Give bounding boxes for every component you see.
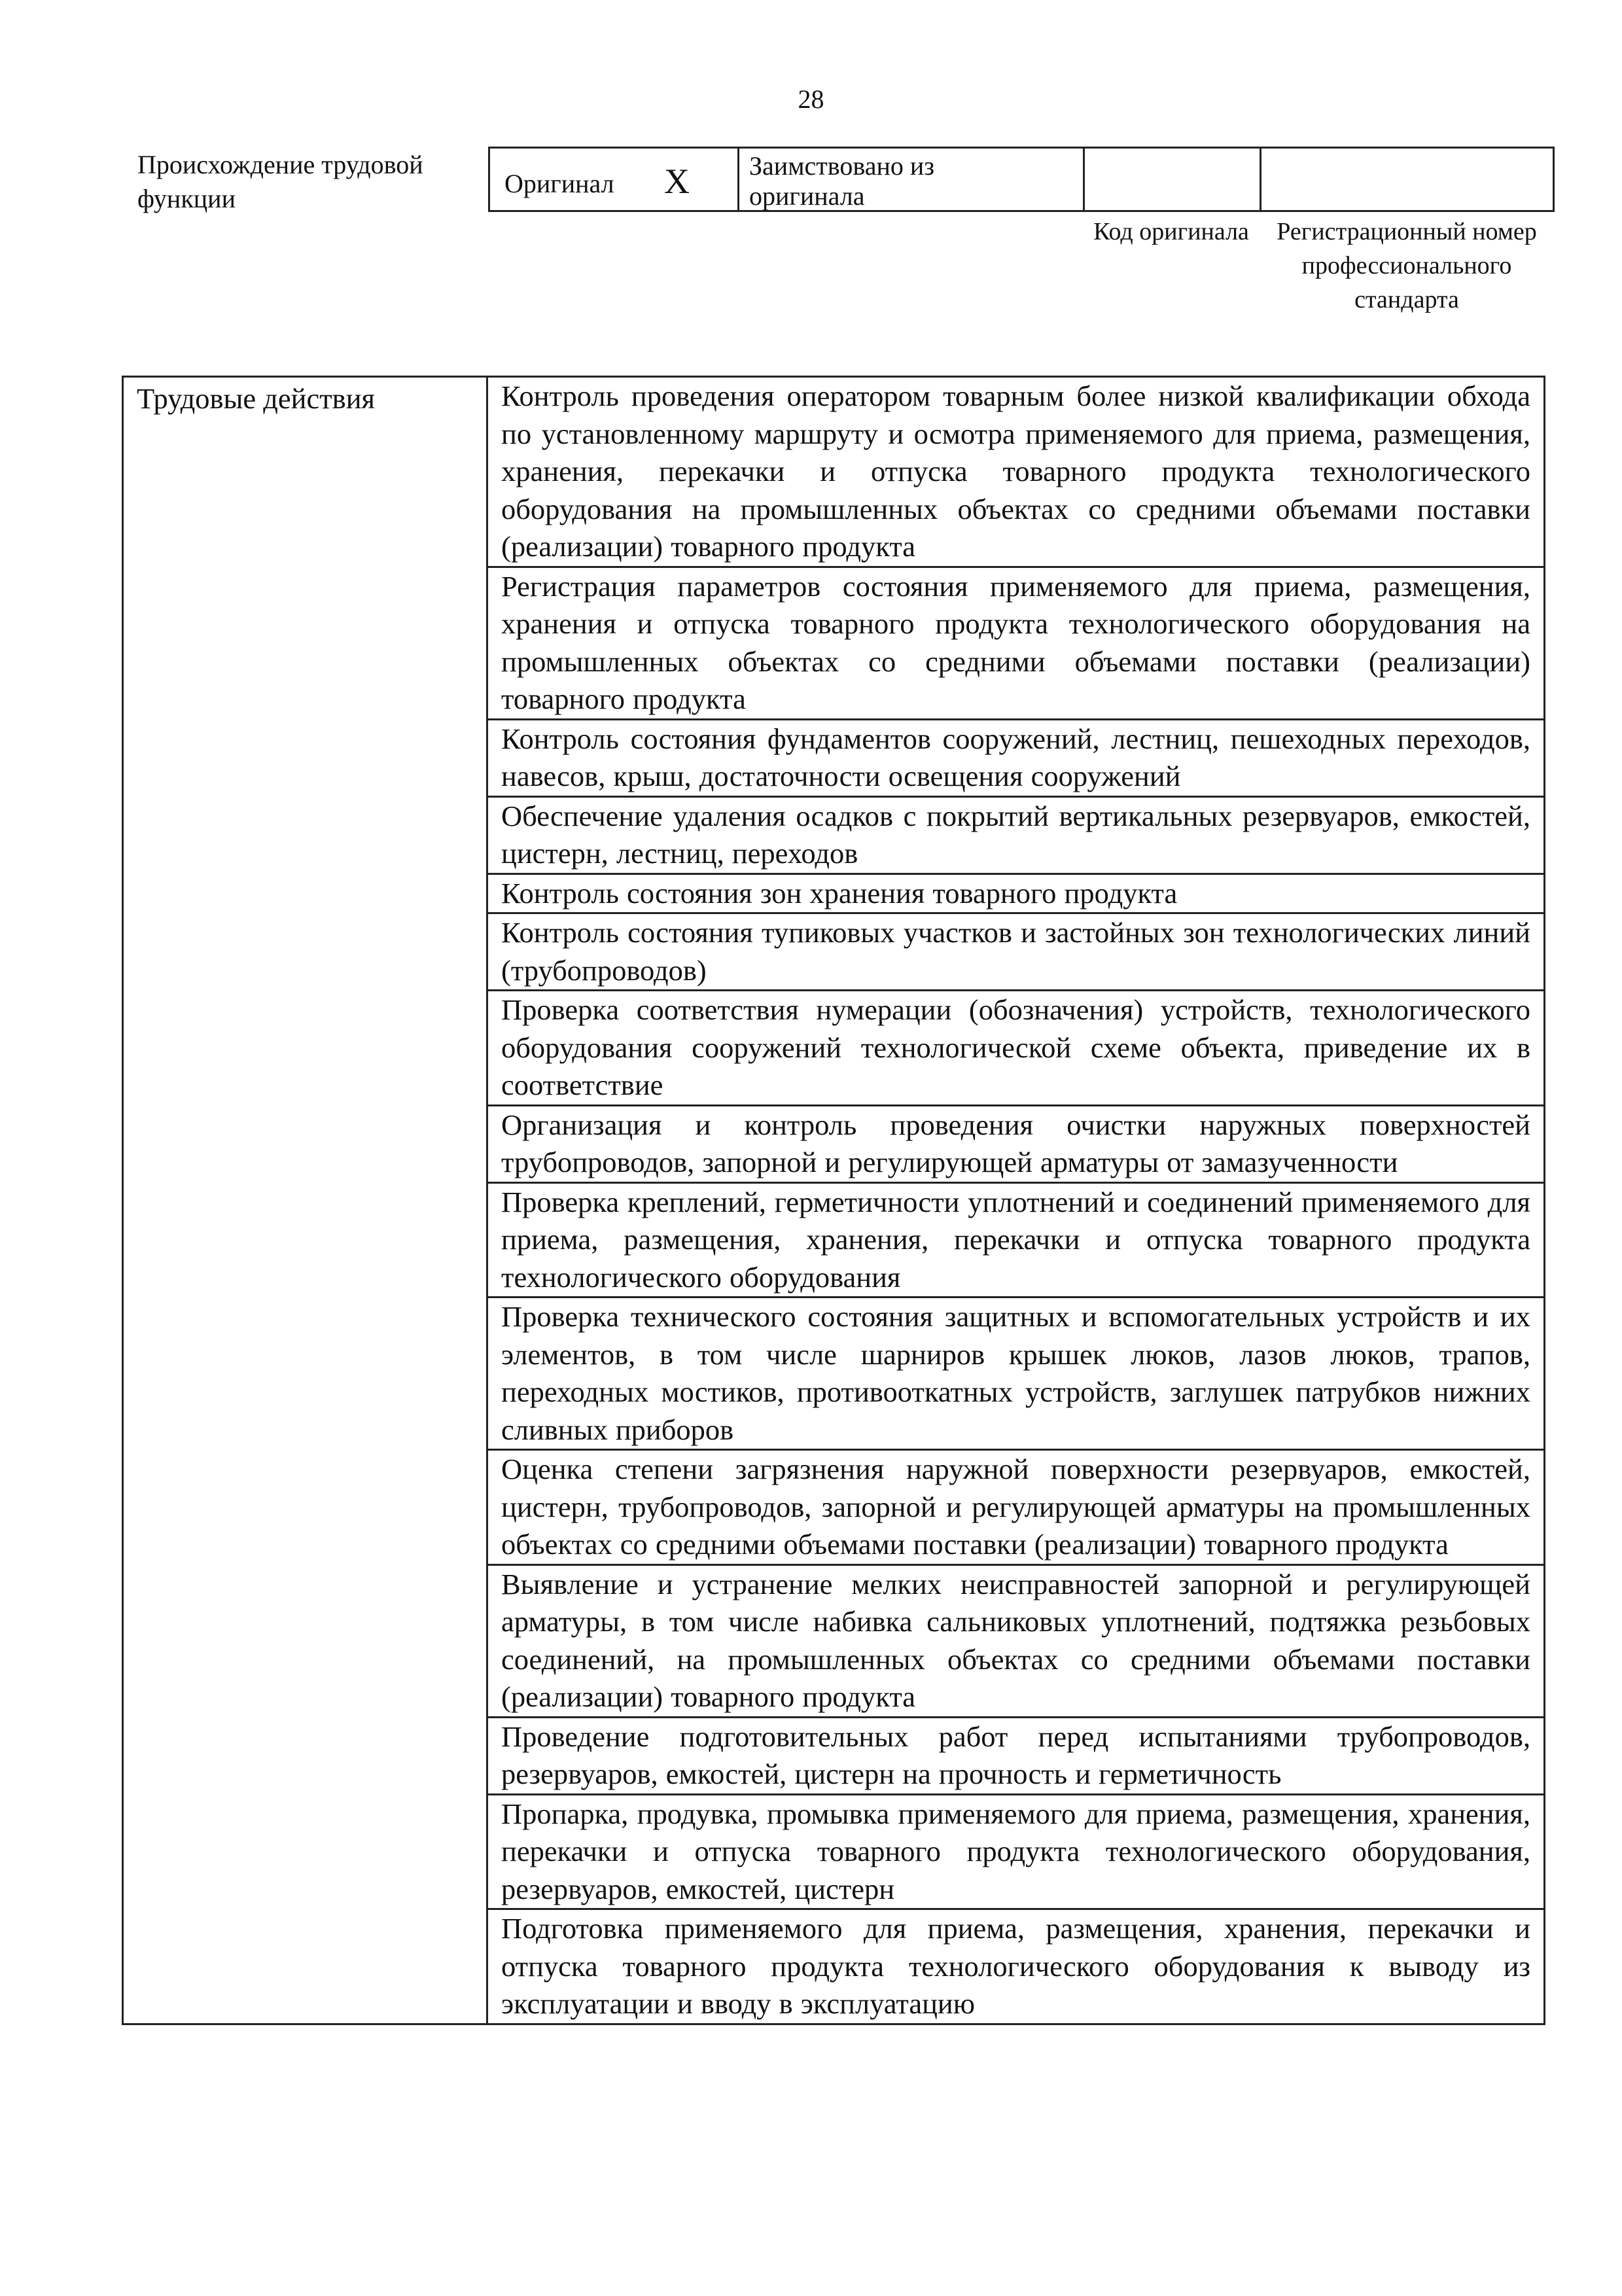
borrowed-option-label: Заимствовано из оригинала bbox=[749, 151, 935, 211]
code-original-caption: Код оригинала bbox=[1093, 218, 1249, 245]
labor-action-text: Пропарка, продувка, промывка применяемого для приема, размещения, хранения, перекачки и отпуска товарного продукта технологического оборудования, резервуаров, емкостей, цистерн bbox=[487, 1794, 1545, 1909]
labor-action-text: Контроль состояния зон хранения товарного продукта bbox=[487, 874, 1545, 913]
labor-action-text: Подготовка применяемого для приема, размещения, хранения, перекачки и отпуска товарного продукта технологического оборудования к выводу из эксплуатации и вводу в эксплуатацию bbox=[487, 1909, 1545, 2024]
labor-action-text: Обеспечение удаления осадков с покрытий вертикальных резервуаров, емкостей, цистерн, лестниц, переходов bbox=[487, 796, 1545, 874]
labor-action-text: Регистрация параметров состояния применяемого для приема, размещения, хранения и отпуска товарного продукта технологического оборудования на промышленных объектах со средними объемами поставки (реализации) товарного продукта bbox=[487, 567, 1545, 719]
labor-actions-label: Трудовые действия bbox=[123, 377, 487, 2024]
original-option-label: Оригинал bbox=[504, 169, 614, 198]
page-number: 28 bbox=[798, 84, 824, 114]
labor-action-text: Проверка технического состояния защитных и вспомогательных устройств и их элементов, в том числе шарниров крышек люков, лазов люков, трапов, переходных мостиков, противооткатных устройств, заглушек патрубков нижних сливных приборов bbox=[487, 1298, 1545, 1450]
table-row bbox=[123, 377, 1545, 567]
labor-action-text: Оценка степени загрязнения наружной поверхности резервуаров, емкостей, цистерн, трубопроводов, запорной и регулирующей арматуры на промышленных объектах со средними объемами поставки (реализации) товарного продукта bbox=[487, 1450, 1545, 1565]
origin-divider bbox=[737, 149, 739, 210]
origin-table bbox=[488, 147, 1555, 212]
labor-action-text: Проверка соответствия нумерации (обозначения) устройств, технологического оборудования сооружений технологической схеме объекта, приведение их в соответствие bbox=[487, 991, 1545, 1106]
reg-number-cell bbox=[1260, 149, 1261, 210]
code-original-cell bbox=[1083, 149, 1085, 210]
labor-actions-table bbox=[122, 376, 1545, 2025]
reg-number-caption: Регистрационный номер профессионального стандарта bbox=[1277, 218, 1537, 313]
labor-action-text: Контроль состояния тупиковых участков и застойных зон технологических линий (трубопроводов) bbox=[487, 913, 1545, 991]
labor-action-text: Проведение подготовительных работ перед испытаниями трубопроводов, резервуаров, емкостей, цистерн на прочность и герметичность bbox=[487, 1717, 1545, 1794]
labor-action-text: Контроль проведения оператором товарным более низкой квалификации обхода по установленному маршруту и осмотра применяемого для приема, размещения, хранения, перекачки и отпуска товарного продукта технологического оборудования на промышленных объектах со средними объемами поставки (реализации) товарного продукта bbox=[487, 377, 1545, 567]
labor-action-text: Контроль состояния фундаментов сооружений, лестниц, пешеходных переходов, навесов, крыш, достаточности освещения сооружений bbox=[487, 719, 1545, 796]
labor-action-text: Выявление и устранение мелких неисправностей запорной и регулирующей арматуры, в том числе набивка сальниковых уплотнений, подтяжка резьбовых соединений, на промышленных объектах со средними объемами поставки (реализации) товарного продукта bbox=[487, 1564, 1545, 1717]
labor-action-text: Проверка креплений, герметичности уплотнений и соединений применяемого для приема, размещения, хранения, перекачки и отпуска товарного продукта технологического оборудования bbox=[487, 1182, 1545, 1298]
labor-action-text: Организация и контроль проведения очистки наружных поверхностей трубопроводов, запорной и регулирующей арматуры от замазученности bbox=[487, 1105, 1545, 1182]
original-checkmark: X bbox=[664, 162, 690, 201]
origin-label: Происхождение трудовой функции bbox=[137, 150, 423, 213]
